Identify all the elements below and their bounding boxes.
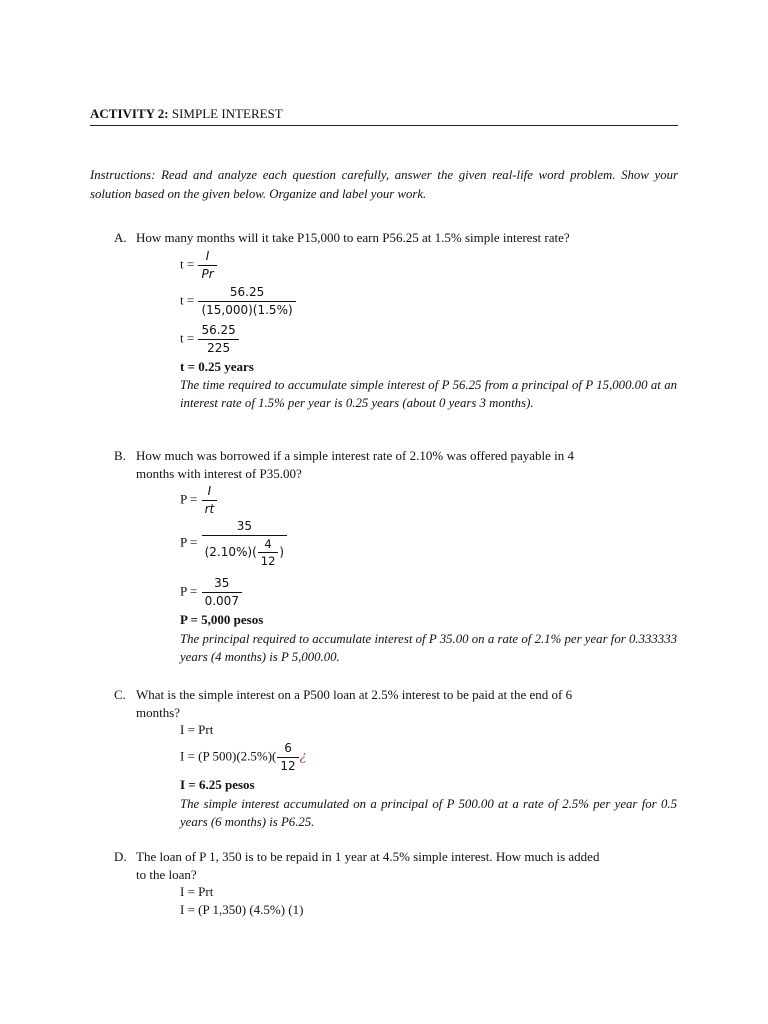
b-step3-lhs: P = [180, 583, 198, 599]
question-b-line2: months with interest of P35.00? [136, 466, 302, 481]
b-step1-num: I [202, 483, 218, 501]
b-step2-fraction [202, 518, 288, 569]
question-b-line1: How much was borrowed if a simple interest rate of 2.10% was offered payable in 4 [136, 448, 575, 463]
b-step2-num: 35 [202, 518, 288, 536]
b-step1-lhs: P = [180, 491, 198, 507]
c-step2-fraction [277, 740, 298, 775]
a-step1-den: Pr [201, 267, 214, 281]
a-step1-lhs: t = [180, 256, 195, 272]
c-step2 [180, 740, 307, 775]
a-answer: t = 0.25 years [180, 359, 254, 374]
b-step1-fraction [202, 483, 218, 518]
a-step2-lhs: t = [180, 292, 195, 308]
c-answer: I = 6.25 pesos [180, 777, 255, 792]
c-explanation: The simple interest accumulated on a principal of P 500.00 at a rate of 2.5% per year for 0.5 years (6 months) is P6.25. [180, 797, 677, 829]
b-step2-den-b: ) [279, 545, 285, 559]
a-step3-fraction [198, 322, 238, 357]
a-step2 [180, 284, 297, 319]
a-step3-lhs: t = [180, 330, 195, 346]
activity-header [90, 106, 678, 126]
c-step2-den: 12 [280, 759, 296, 773]
a-step2-den: (15,000)(1.5%) [201, 303, 293, 317]
a-step3-den: 225 [207, 341, 231, 355]
b-step3-num: 35 [202, 575, 242, 593]
b-step2-den-a: (2.10%)( [204, 545, 257, 559]
b-step1-den: rt [204, 502, 215, 516]
b-step2-inner-fraction [258, 536, 279, 569]
question-a-text: How many months will it take P15,000 to earn P56.25 at 1.5% simple interest rate? [136, 230, 570, 245]
activity-title: SIMPLE INTEREST [171, 106, 283, 121]
a-step1 [180, 248, 218, 283]
b-step2 [180, 518, 288, 569]
question-d-line2: to the loan? [136, 867, 197, 882]
a-step3 [180, 322, 240, 357]
d-step2: I = (P 1,350) (4.5%) (1) [180, 902, 304, 917]
activity-label: ACTIVITY 2: [90, 106, 169, 121]
b-step2-inner-num: 4 [258, 536, 279, 553]
b-step3-fraction [202, 575, 242, 610]
question-c-letter: C. [114, 687, 126, 702]
question-c-line2: months? [136, 705, 181, 720]
b-step1 [180, 483, 218, 518]
b-answer: P = 5,000 pesos [180, 612, 264, 627]
a-step2-num: 56.25 [198, 284, 295, 302]
question-c-line1: What is the simple interest on a P500 loan at 2.5% interest to be paid at the end of 6 [136, 687, 573, 702]
a-step3-num: 56.25 [198, 322, 238, 340]
c-step2-prefix: I = (P 500)(2.5%)( [180, 748, 277, 764]
a-explanation: The time required to accumulate simple interest of P 56.25 from a principal of P 15,000.00 at an interest rate of 1.5% per year is 0.25 years (about 0 years 3 months). [180, 378, 677, 410]
b-step2-den [202, 536, 288, 569]
question-d-letter: D. [114, 849, 127, 864]
question-d-line1: The loan of P 1, 350 is to be repaid in 1 year at 4.5% simple interest. How much is added [136, 849, 600, 864]
question-a-letter: A. [114, 230, 127, 245]
a-step2-fraction [198, 284, 295, 319]
c-step2-num: 6 [277, 740, 298, 758]
d-step1: I = Prt [180, 884, 214, 899]
question-b-letter: B. [114, 448, 126, 463]
b-step3 [180, 575, 243, 610]
c-step2-mark: ¿ [299, 749, 307, 765]
b-step2-inner-den: 12 [260, 554, 276, 568]
a-step1-num: I [198, 248, 216, 266]
b-explanation: The principal required to accumulate interest of P 35.00 on a rate of 2.1% per year for 0.333333 years (4 months) is P 5,000.00. [180, 632, 677, 664]
c-step1: I = Prt [180, 722, 214, 737]
b-step2-lhs: P = [180, 534, 198, 550]
instructions: Instructions: Read and analyze each question carefully, answer the given real-life word problem. Show your solution based on the given below. Organize and label your work. [90, 168, 678, 201]
b-step3-den: 0.007 [204, 594, 239, 608]
a-step1-fraction [198, 248, 216, 283]
